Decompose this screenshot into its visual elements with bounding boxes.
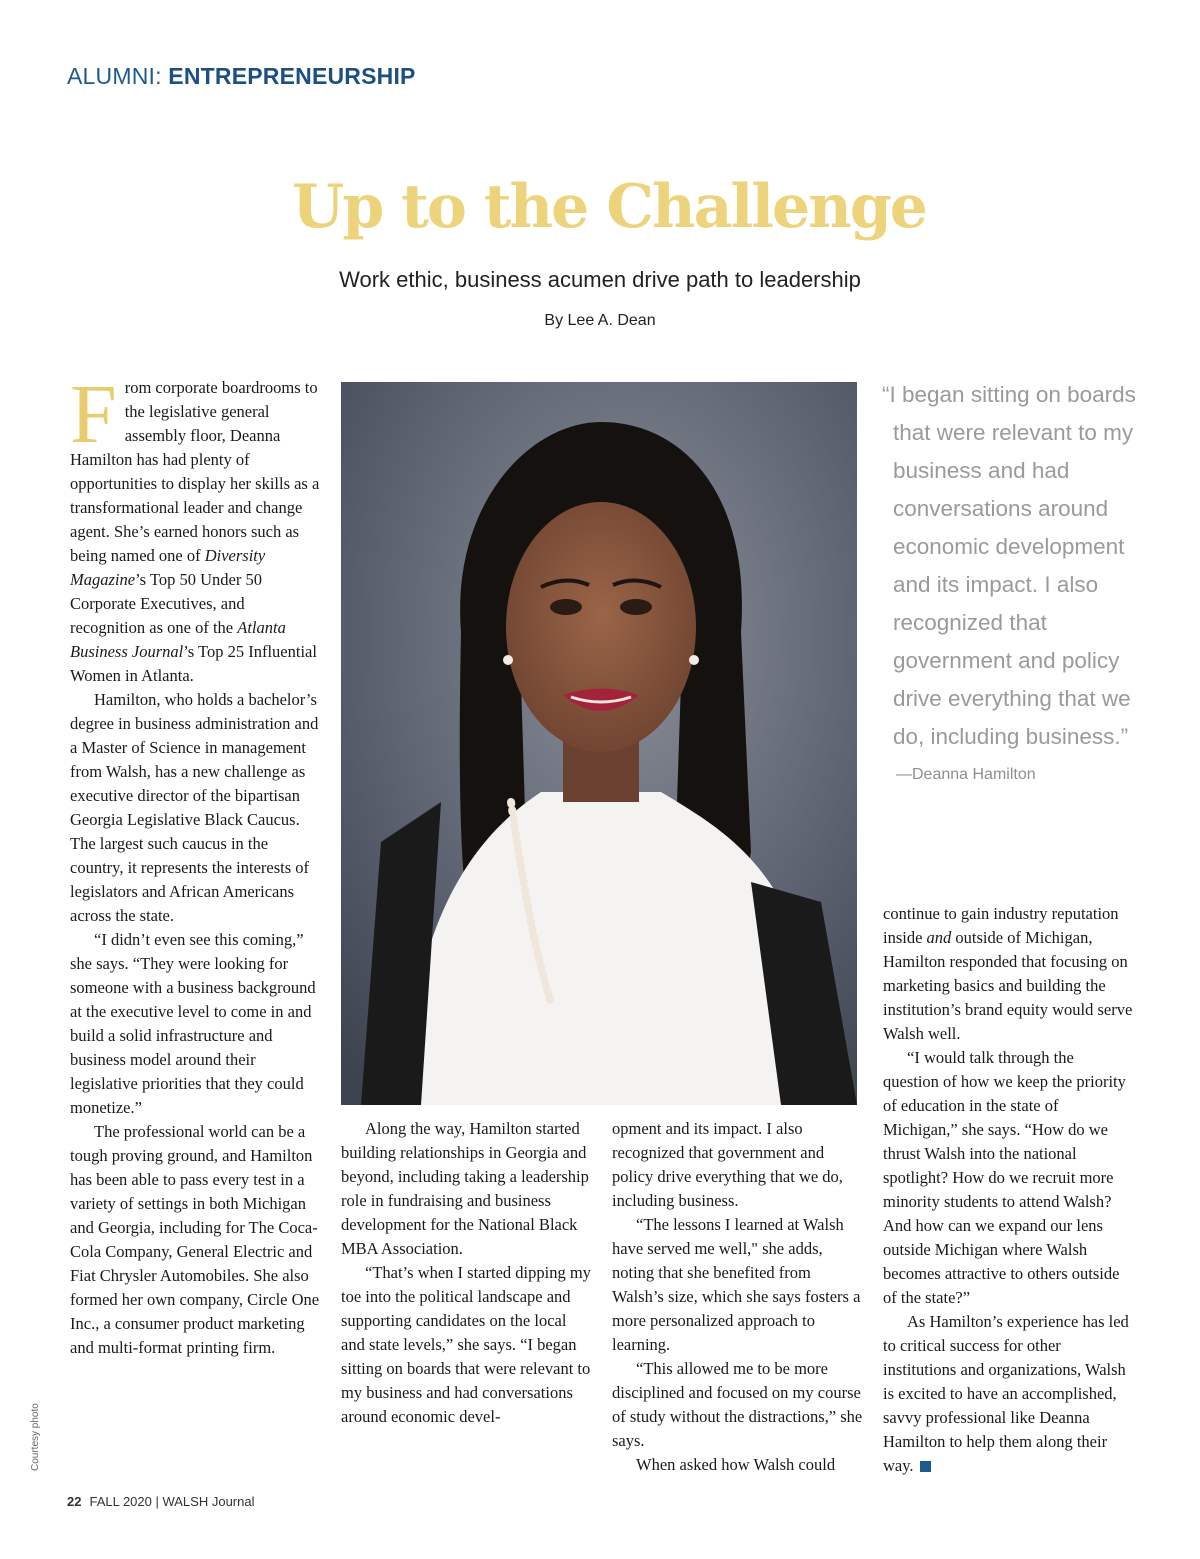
end-of-article-icon — [920, 1461, 931, 1472]
portrait-illustration — [341, 382, 857, 1105]
paragraph: Along the way, Hamilton started building relationships in Georgia and beyond, including taking a leadership role in fundraising and business development for the National Black MBA Association. — [341, 1119, 589, 1258]
section-name: ENTREPRENEURSHIP — [168, 63, 416, 89]
text-run: outside of Michigan, Hamilton responded that focusing on marketing basics and building the institution’s brand equity would serve Walsh well. — [883, 928, 1133, 1043]
paragraph — [883, 902, 1133, 1046]
paragraph: opment and its impact. I also recognized that government and policy drive everything that we do, including business. — [612, 1119, 843, 1210]
text-run: As Hamilton’s experience has led to critical success for other institutions and organizations, Walsh is excited to have an accomplished, savvy professional like Deanna Hamilton to help them along their way. — [883, 1312, 1129, 1475]
page-footer — [67, 1494, 254, 1509]
paragraph — [883, 1310, 1133, 1478]
paragraph: “That’s when I started dipping my toe into the political landscape and supporting candidates on the local and state levels,” she says. “I began sitting on boards that were relevant to my business and had conversations around economic devel- — [341, 1263, 591, 1426]
article-column-4 — [883, 902, 1133, 1478]
section-label — [67, 63, 416, 90]
pull-quote-text: “I began sitting on boards that were relevant to my business and had conversations around economic development and its impact. I also recognized that government and policy drive everything that we do, including business.” — [882, 382, 1136, 749]
page-number: 22 — [67, 1494, 82, 1509]
paragraph: “The lessons I learned at Walsh have served me well," she adds, noting that she benefited from Walsh’s size, which she says fosters a more personalized approach to learning. — [612, 1215, 861, 1354]
publication-name: Atlanta Business Journal — [70, 618, 286, 661]
text-run: continue to gain industry reputation inside — [883, 904, 1119, 947]
drop-cap: F — [70, 368, 117, 461]
photo-credit: Courtesy photo — [30, 1403, 41, 1471]
issue-label: FALL 2020 | WALSH Journal — [89, 1494, 255, 1509]
section-prefix: ALUMNI: — [67, 63, 162, 89]
paragraph: The professional world can be a tough proving ground, and Hamilton has been able to pass every test in a variety of settings in both Michigan and Georgia, including for The Coca-Cola Company, General Electric and Fiat Chrysler Automobiles. She also formed her own company, Circle One Inc., a consumer product marketing and multi-format printing firm. — [70, 1122, 320, 1357]
portrait-photo — [341, 382, 857, 1105]
text-run: ’s Top 50 Under 50 Corporate Executives, and recognition as one of the — [70, 570, 262, 637]
article-deck: Work ethic, business acumen drive path to leadership — [339, 267, 861, 292]
article-headline: Up to the Challenge — [292, 172, 926, 242]
article-column-3 — [612, 1117, 864, 1477]
paragraph: “I didn’t even see this coming,” she says. “They were looking for someone with a business background at the executive level to come in and build a solid infrastructure and business model around their legislative priorities that they could monetize.” — [70, 930, 316, 1117]
pull-quote — [882, 376, 1142, 786]
paragraph: When asked how Walsh could — [636, 1455, 836, 1474]
article-byline: By Lee A. Dean — [544, 312, 656, 329]
paragraph — [70, 368, 320, 688]
paragraph: “I would talk through the question of how we keep the priority of education in the state of Michigan,” she says. “How do we thrust Walsh into the national spotlight? How do we recruit more minority students to attend Walsh? And how can we expand our lens outside Michigan where Walsh becomes attractive to others outside of the state?” — [883, 1048, 1126, 1307]
publication-name: Diversity Magazine — [70, 546, 266, 589]
text-run: ’s Top 25 Influential Women in Atlanta. — [70, 642, 317, 685]
paragraph: Hamilton, who holds a bachelor’s degree in business administration and a Master of Science in management from Walsh, has a new challenge as executive director of the bipartisan Georgia Legislative Black Caucus. The largest such caucus in the country, it represents the interests of legislators and African Americans across the state. — [70, 690, 319, 925]
article-column-2 — [341, 1117, 591, 1429]
pull-quote-attribution: —Deanna Hamilton — [896, 766, 1036, 783]
emphasis: and — [926, 928, 952, 947]
paragraph: “This allowed me to be more disciplined and focused on my course of study without the distractions,” she says. — [612, 1359, 863, 1450]
text-run: rom corporate boardrooms to the legislative general assembly floor, Deanna Hamilton has had plenty of opportunities to display her skills as a transformational leader and change agent. She’s earned honors such as being named one of — [70, 378, 320, 565]
article-column-1 — [70, 368, 320, 1360]
